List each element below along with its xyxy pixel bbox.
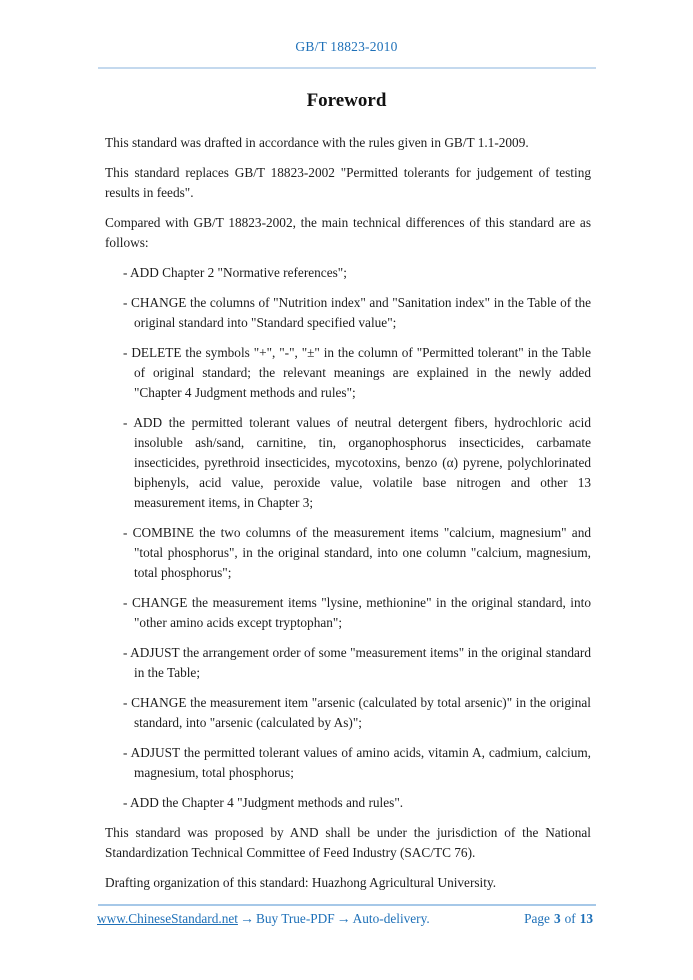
right-arrow-icon: → — [336, 912, 351, 927]
bullet-text: ADJUST the permitted tolerant values of amino acids, vitamin A, cadmium, calcium, magnesium, total phosphorus; — [130, 745, 592, 780]
bullet-marker: - — [123, 695, 128, 710]
current-page-number: 3 — [553, 911, 561, 926]
bullet-marker: - — [123, 745, 128, 760]
footer-divider — [98, 904, 596, 906]
list-item — [123, 343, 592, 403]
list-item — [123, 743, 592, 783]
bullet-marker: - — [123, 265, 128, 280]
list-item — [123, 593, 591, 633]
bullet-marker: - — [123, 645, 128, 660]
intro-paragraph-1: This standard was drafted in accordance with the rules given in GB/T 1.1-2009. — [105, 135, 529, 150]
bullet-marker: - — [123, 795, 128, 810]
bullet-marker: - — [123, 595, 128, 610]
intro-paragraph-3: Compared with GB/T 18823-2002, the main technical differences of this standard are as follows: — [105, 215, 591, 250]
page-indicator — [523, 911, 596, 927]
bullet-text: ADD Chapter 2 "Normative references"; — [130, 265, 347, 280]
of-label: of — [564, 911, 576, 926]
list-item — [123, 693, 591, 733]
footer-delivery-text: Auto-delivery. — [352, 911, 430, 926]
outro-paragraph-2: Drafting organization of this standard: Huazhong Agricultural University. — [105, 875, 497, 890]
bullet-marker: - — [123, 345, 128, 360]
bullet-text: CHANGE the measurement item "arsenic (calculated by total arsenic)" in the original standard, into "arsenic (calculated by As)"; — [131, 695, 591, 730]
bullet-text: CHANGE the measurement items "lysine, methionine" in the original standard, into "other amino acids except tryptophan"; — [131, 595, 591, 630]
footer-buy-text: Buy True-PDF — [255, 911, 335, 926]
list-item — [123, 293, 592, 333]
list-item — [123, 263, 591, 283]
footer-promo — [97, 911, 430, 928]
bullet-marker: - — [123, 295, 128, 310]
changes-list — [105, 263, 591, 813]
total-page-number: 13 — [579, 911, 593, 926]
document-body — [105, 133, 591, 903]
bullet-text: ADJUST the arrangement order of some "measurement items" in the original standard in the Table; — [130, 645, 591, 680]
website-link[interactable]: www.ChineseStandard.net — [97, 911, 238, 926]
bullet-text: DELETE the symbols "+", "-", "±" in the column of "Permitted tolerant" in the Table of original standard; the relevant meanings are explained in the newly added "Chapter 4 Judgment methods and rules"; — [131, 345, 592, 400]
document-number: GB/T 18823-2010 — [295, 39, 398, 54]
bullet-marker: - — [123, 415, 128, 430]
page-label: Page — [524, 911, 550, 926]
bullet-text: COMBINE the two columns of the measurement items "calcium, magnesium" and "total phosphorus", in the original standard, into one column "calcium, magnesium, total phosphorus"; — [132, 525, 591, 580]
list-item — [123, 413, 592, 513]
page-title: Foreword — [306, 90, 387, 111]
right-arrow-icon: → — [239, 912, 254, 927]
bullet-text: ADD the permitted tolerant values of neutral detergent fibers, hydrochloric acid insoluble ash/sand, carnitine, tin, organophosphorus insecticides, carbamate insecticides, pyrethroid insecticides, mycotoxins, benzo (α) pyrene, polychlorinated biphenyls, acid value, peroxide value, volatile base nitrogen and other 13 measurement items, in Chapter 3; — [133, 415, 592, 510]
list-item — [123, 523, 591, 583]
outro-paragraph-1: This standard was proposed by AND shall be under the jurisdiction of the National Standardization Technical Committee of Feed Industry (SAC/TC 76). — [105, 825, 591, 860]
page-footer — [97, 911, 596, 928]
list-item — [123, 643, 591, 683]
bullet-text: ADD the Chapter 4 "Judgment methods and rules". — [130, 795, 404, 810]
intro-paragraph-2: This standard replaces GB/T 18823-2002 "Permitted tolerants for judgement of testing results in feeds". — [105, 165, 591, 200]
header-divider — [98, 67, 596, 69]
list-item — [123, 793, 591, 813]
bullet-marker: - — [123, 525, 128, 540]
bullet-text: CHANGE the columns of "Nutrition index" and "Sanitation index" in the Table of the original standard into "Standard specified value"; — [131, 295, 592, 330]
